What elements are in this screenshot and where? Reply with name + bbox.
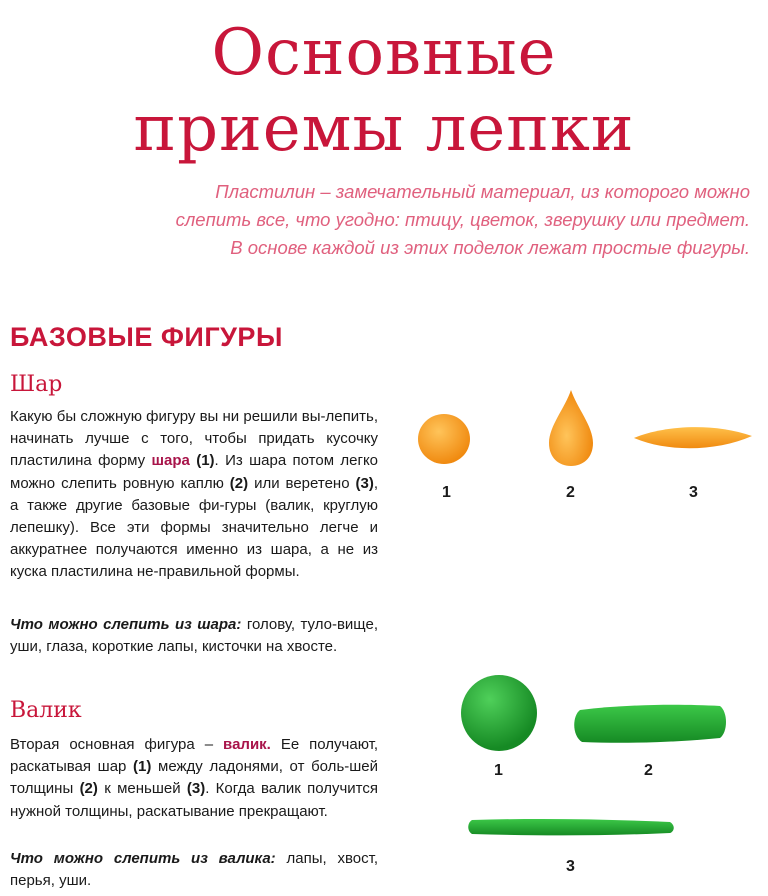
page-title-line-2: приемы лепки — [133, 92, 635, 166]
text-run: , а также другие базовые фи-гуры (валик, круглую лепешку). Все эти формы значительно легче и аккуратнее получаются именно из шара, а не из куска пластилина не-правильной формы. — [10, 474, 378, 581]
highlight-term: шара — [151, 452, 190, 470]
section-title: БАЗОВЫЕ ФИГУРЫ — [10, 322, 283, 352]
green-thin-roll-icon — [466, 814, 676, 840]
text-run: лапы, хвост, перья, уши. — [10, 850, 378, 890]
page-title-line-1: Основные — [211, 16, 557, 90]
valik-uses-paragraph — [10, 848, 378, 892]
uses-lead: Что можно слепить из валика: — [10, 850, 276, 867]
orange-spindle-icon — [632, 418, 754, 458]
figure-ref: (2) — [79, 780, 98, 798]
figure-ref: (3) — [355, 474, 374, 492]
figure-label-1: 1 — [442, 484, 451, 501]
green-thick-roll-icon — [570, 700, 730, 746]
orange-drop-icon — [543, 388, 599, 468]
figure-label-3: 3 — [689, 484, 698, 501]
text-run: между ладонями, от боль-шей толщины — [10, 758, 379, 798]
figure-ref: (1) — [133, 758, 152, 776]
text-run: . Когда валик получится нужной толщины, раскатывание прекращают. — [10, 780, 378, 820]
text-run: . Из шара потом легко можно слепить ровную каплю — [10, 452, 379, 492]
text-run: голову, туло-вище, уши, глаза, короткие лапы, кисточки на хвосте. — [10, 616, 378, 656]
figure-ref: (1) — [196, 452, 215, 470]
green-ball-icon — [458, 672, 540, 754]
highlight-term: валик. — [223, 736, 271, 753]
uses-lead: Что можно слепить из шара: — [10, 616, 242, 633]
orange-ball-icon — [415, 412, 475, 468]
figure-label-2: 2 — [566, 484, 575, 501]
figure-label-2: 2 — [644, 762, 653, 779]
figure-ref: (2) — [229, 474, 249, 492]
intro-line-3: В основе каждой из этих поделок лежат простые фигуры. — [230, 237, 750, 258]
shar-uses-paragraph — [10, 614, 378, 658]
figure-label-1: 1 — [494, 762, 503, 779]
figure-label-3: 3 — [566, 858, 575, 875]
text-run: или веретено — [248, 474, 356, 492]
intro-line-1: Пластилин – замечательный материал, из которого можно — [215, 181, 750, 202]
text-run: Ее получают, раскатывая шар — [10, 736, 379, 776]
subsection-heading-valik: Валик — [10, 698, 82, 723]
text-run: к меньшей — [97, 780, 187, 798]
subsection-heading-shar: Шар — [10, 372, 63, 397]
shar-paragraph — [10, 406, 378, 584]
valik-paragraph — [10, 734, 378, 823]
figure-ref: (3) — [186, 780, 206, 798]
text-run: Какую бы сложную фигуру вы ни решили вы-лепить, начинать лучше с того, чтобы придать кусочку пластилина форму — [10, 408, 378, 470]
intro-line-2: слепить все, что угодно: птицу, цветок, зверушку или предмет. — [175, 209, 750, 230]
text-run: Вторая основная фигура – — [10, 736, 224, 753]
